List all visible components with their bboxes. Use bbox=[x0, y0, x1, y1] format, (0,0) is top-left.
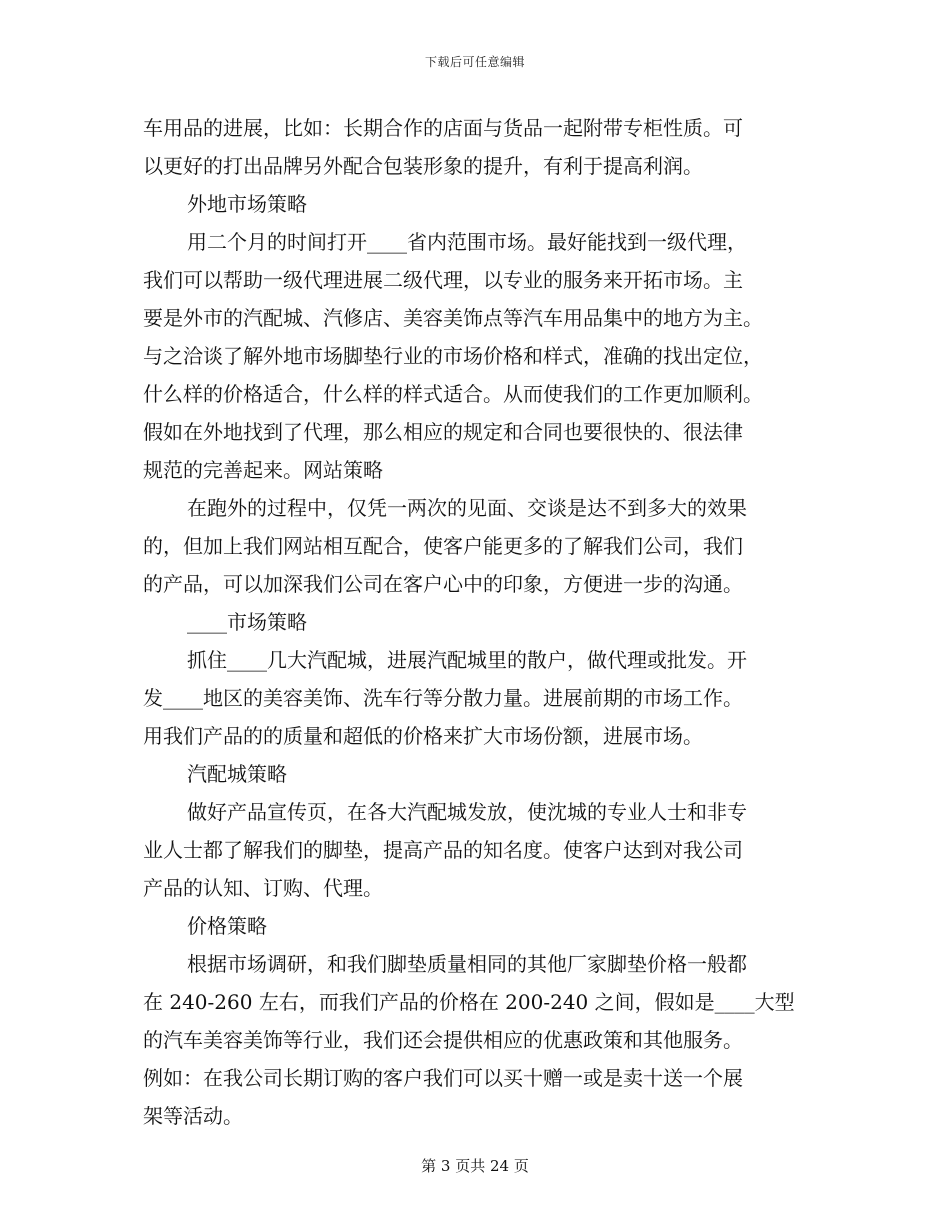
section-heading: 外地市场策略 bbox=[187, 192, 307, 216]
text-line: 的产品，可以加深我们公司在客户心中的印象，方便进一步的沟通。 bbox=[143, 572, 743, 596]
section-heading: ____市场策略 bbox=[187, 610, 307, 634]
header-note: 下载后可任意编辑 bbox=[424, 55, 525, 69]
text-line: 架等活动。 bbox=[143, 1104, 243, 1128]
text-line: 业人士都了解我们的脚垫，提高产品的知名度。使客户达到对我公司 bbox=[143, 838, 743, 862]
text-line: 用我们产品的的质量和超低的价格来扩大市场份额，进展市场。 bbox=[143, 724, 703, 748]
text-line: 我们可以帮助一级代理进展二级代理，以专业的服务来开拓市场。主 bbox=[143, 268, 743, 292]
text-line: 车用品的进展，比如：长期合作的店面与货品一起附带专柜性质。可 bbox=[143, 116, 743, 140]
text-line: 抓住____几大汽配城，进展汽配城里的散户，做代理或批发。开 bbox=[187, 648, 747, 672]
text-line: 要是外市的汽配城、汽修店、美容美饰点等汽车用品集中的地方为主。 bbox=[143, 306, 763, 330]
text-line: 与之洽谈了解外地市场脚垫行业的市场价格和样式，准确的找出定位， bbox=[143, 344, 763, 368]
text-line: 用二个月的时间打开____省内范围市场。最好能找到一级代理， bbox=[187, 230, 747, 254]
document-body bbox=[143, 109, 809, 1135]
text-line: 在跑外的过程中，仅凭一两次的见面、交谈是达不到多大的效果 bbox=[187, 496, 747, 520]
text-line: 根据市场调研，和我们脚垫质量相同的其他厂家脚垫价格一般都 bbox=[187, 952, 747, 976]
text-line: 在 240-260 左右，而我们产品的价格在 200-240 之间，假如是____大型 bbox=[143, 990, 795, 1014]
text-line: 发____地区的美容美饰、洗车行等分散力量。进展前期的市场工作。 bbox=[143, 686, 743, 710]
page-number: 第 3 页共 24 页 bbox=[421, 1157, 529, 1175]
text-line: 做好产品宣传页，在各大汽配城发放，使沈城的专业人士和非专 bbox=[187, 800, 747, 824]
text-line: 例如：在我公司长期订购的客户我们可以买十赠一或是卖十送一个展 bbox=[143, 1066, 743, 1090]
section-heading: 价格策略 bbox=[187, 914, 267, 938]
text-line: 什么样的价格适合，什么样的样式适合。从而使我们的工作更加顺利。 bbox=[143, 382, 763, 406]
text-line: 的汽车美容美饰等行业，我们还会提供相应的优惠政策和其他服务。 bbox=[143, 1028, 743, 1052]
text-line: 产品的认知、订购、代理。 bbox=[143, 876, 383, 900]
text-line: 规范的完善起来。网站策略 bbox=[143, 458, 383, 482]
text-line: 的，但加上我们网站相互配合，使客户能更多的了解我们公司，我们 bbox=[143, 534, 743, 558]
text-line: 以更好的打出品牌另外配合包装形象的提升，有利于提高利润。 bbox=[143, 154, 703, 178]
text-line: 假如在外地找到了代理，那么相应的规定和合同也要很快的、很法律 bbox=[143, 420, 743, 444]
section-heading: 汽配城策略 bbox=[187, 762, 287, 786]
